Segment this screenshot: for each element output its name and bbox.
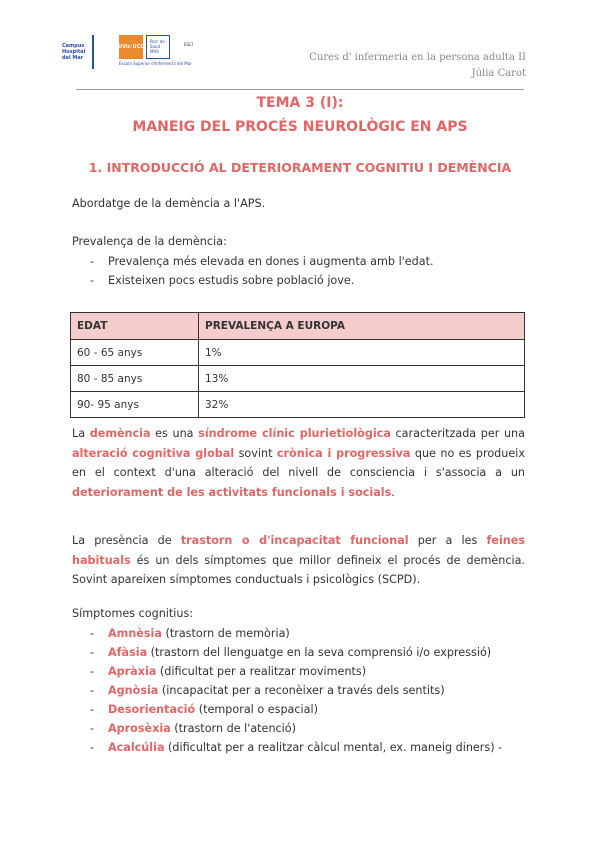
list-item: - Prevalença més elevada en dones i augmenta amb l'edat. bbox=[72, 252, 525, 271]
text: és un dels símptomes que millor defineix el procés de demència. Sovint apareixen símptomes conductuals i psicològics (SCPD). bbox=[72, 553, 525, 586]
table-header-row bbox=[71, 313, 525, 340]
symptom-term: Apràxia bbox=[108, 665, 157, 678]
intro-text: Abordatge de la demència a l'APS. bbox=[72, 197, 266, 210]
header-divider bbox=[76, 89, 524, 90]
text: La bbox=[72, 427, 90, 440]
text: es una bbox=[150, 427, 199, 440]
symptom-desc: (trastorn de memòria) bbox=[161, 627, 290, 640]
course-name: Cures d' infermeria en la persona adulta II bbox=[309, 52, 526, 63]
uvic-logo bbox=[119, 35, 143, 59]
header-cell: EDAT bbox=[71, 313, 199, 340]
highlight: feines habituals bbox=[72, 534, 525, 567]
list-item bbox=[72, 643, 525, 662]
doc-title-line2: MANEIG DEL PROCÉS NEUROLÒGIC EN APS bbox=[132, 119, 468, 135]
age-cell: 90- 95 anys bbox=[71, 392, 199, 418]
section-heading: 1. INTRODUCCIÓ AL DETERIORAMENT COGNITIU I DEMÈNCIA bbox=[88, 160, 512, 175]
symptom-term: Agnòsia bbox=[108, 684, 159, 697]
campus-logo bbox=[62, 35, 94, 69]
symptom-desc: (dificultat per a realitzar moviments) bbox=[156, 665, 367, 678]
symptom-term: Amnèsia bbox=[108, 627, 162, 640]
text: que no es produeix en el context d'una alteració del nivell de consciencia i s'associa a un bbox=[72, 446, 525, 479]
mar-logo bbox=[146, 35, 170, 59]
prevalence-cell: 32% bbox=[199, 392, 525, 418]
uvic-subtitle: Escola Superior d'Infermeria del Mar bbox=[119, 61, 192, 66]
prevalence-table bbox=[70, 312, 525, 418]
table-row bbox=[71, 340, 525, 366]
list-item: - Existeixen pocs estudis sobre població jove. bbox=[72, 271, 525, 290]
text: sovint bbox=[234, 446, 277, 460]
prevalence-list bbox=[72, 252, 525, 290]
symptom-term: Afàsia bbox=[108, 646, 148, 659]
list-item bbox=[72, 700, 525, 719]
author-name: Júlia Carot bbox=[471, 68, 526, 79]
list-item bbox=[72, 681, 525, 700]
prevalence-cell: 1% bbox=[199, 340, 525, 366]
mar-logo-text: Parc de Salut MAR bbox=[150, 39, 165, 54]
table-row bbox=[71, 366, 525, 392]
highlight: crònica i progressiva bbox=[276, 446, 411, 460]
text: . bbox=[391, 485, 395, 499]
campus-logo-text: Campus Hospital del Mar bbox=[62, 43, 86, 61]
list-item bbox=[72, 624, 525, 643]
header-cell: PREVALENÇA A EUROPA bbox=[199, 313, 525, 340]
symptom-term: Aprosèxia bbox=[108, 722, 171, 735]
list-item bbox=[72, 738, 525, 757]
prevalence-label: Prevalença de la demència: bbox=[72, 235, 227, 248]
age-cell: 80 - 85 anys bbox=[71, 366, 199, 392]
functional-impairment-paragraph bbox=[72, 531, 525, 590]
highlight: demència bbox=[89, 427, 151, 440]
symptom-desc: (trastorn del llenguatge en la seva comprensió i/o expressió) bbox=[147, 646, 492, 659]
age-cell: 60 - 65 anys bbox=[71, 340, 199, 366]
doc-title-line1: TEMA 3 (I): bbox=[256, 95, 344, 111]
highlight: síndrome clínic plurietiològica bbox=[198, 427, 391, 440]
prevalence-cell: 13% bbox=[199, 366, 525, 392]
symptom-desc: (incapacitat per a reconèixer a través dels sentits) bbox=[158, 684, 445, 697]
uvic-logo-text: UVic·UCC bbox=[118, 44, 144, 50]
symptom-term: Desorientació bbox=[108, 703, 196, 716]
symptom-desc: (dificultat per a realitzar càlcul mental, ex. maneig diners) - bbox=[164, 741, 503, 754]
symptom-desc: (temporal o espacial) bbox=[195, 703, 318, 716]
esci-logo: ESCI bbox=[184, 42, 194, 47]
symptoms-label: Símptomes cognitius: bbox=[72, 607, 194, 620]
symptom-desc: (trastorn de l'atenció) bbox=[170, 722, 296, 735]
highlight: deteriorament de les activitats funcionals i socials bbox=[72, 485, 392, 499]
header-info bbox=[309, 50, 526, 82]
table-row bbox=[71, 392, 525, 418]
symptom-term: Acalcúlia bbox=[108, 741, 165, 754]
dementia-definition bbox=[72, 424, 525, 502]
text: La presència de bbox=[72, 534, 181, 547]
symptoms-list bbox=[72, 624, 525, 757]
text: per a les bbox=[408, 534, 487, 547]
list-item bbox=[72, 719, 525, 738]
text: caracteritzada per una bbox=[390, 427, 526, 440]
list-item bbox=[72, 662, 525, 681]
highlight: trastorn o d'incapacitat funcional bbox=[180, 534, 409, 547]
highlight: alteració cognitiva global bbox=[72, 446, 235, 460]
